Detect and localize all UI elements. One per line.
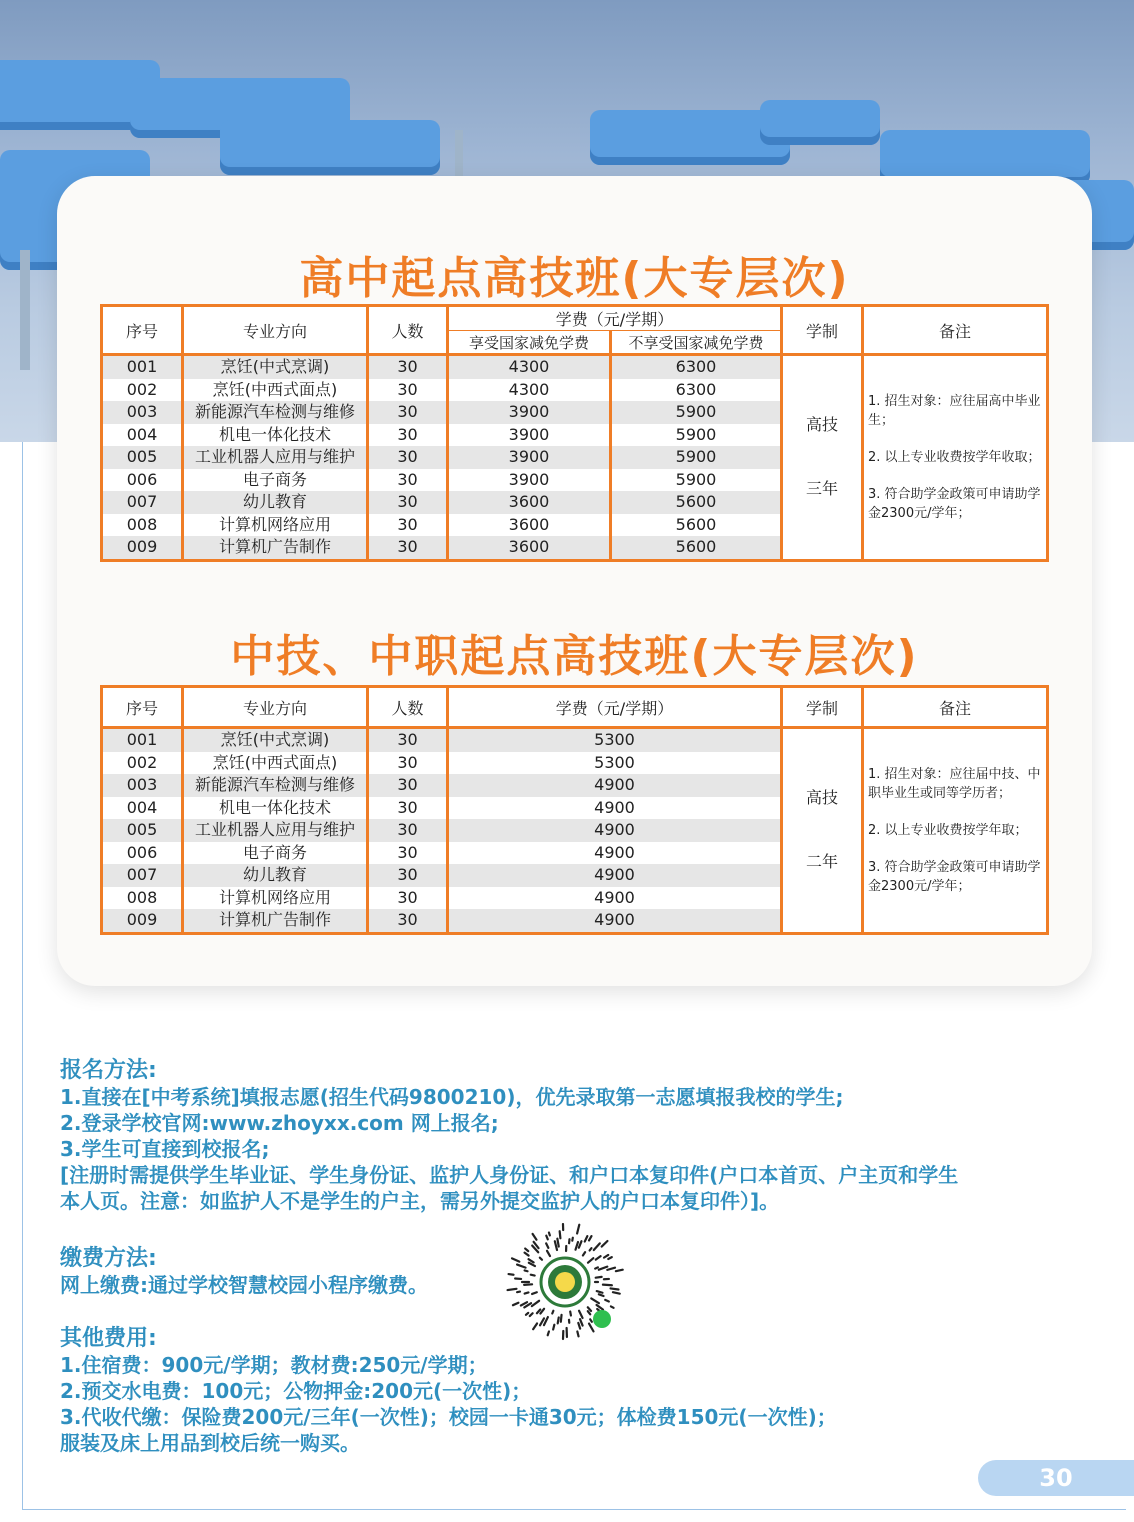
system-cell — [782, 355, 863, 561]
row-count: 30 — [368, 864, 448, 887]
row-no: 009 — [102, 536, 183, 560]
row-major: 烹饪(中式烹调) — [183, 355, 368, 379]
qr-dot — [591, 1298, 599, 1303]
row-fee-reduced: 3600 — [448, 491, 611, 514]
section2-title: 中技、中职起点高技班(大专层次) — [230, 631, 919, 682]
row-fee-full: 6300 — [611, 379, 782, 402]
row-fee-full: 5600 — [611, 514, 782, 537]
qr-dot — [561, 1315, 562, 1322]
row-no: 004 — [102, 797, 183, 820]
row-major: 计算机广告制作 — [183, 909, 368, 933]
row-fee-reduced: 3900 — [448, 401, 611, 424]
row-major: 计算机网络应用 — [183, 514, 368, 537]
qr-dot — [513, 1303, 518, 1305]
qr-dot — [616, 1270, 623, 1271]
qr-dot — [585, 1236, 588, 1241]
header-count: 人数 — [368, 687, 448, 728]
other-fees-section — [60, 1326, 837, 1456]
enroll-line: 2.登录学校官网:www.zhoyxx.com 网上报名; — [60, 1111, 499, 1135]
qr-dot — [607, 1268, 615, 1270]
row-major: 新能源汽车检测与维修 — [183, 401, 368, 424]
row-major: 工业机器人应用与维护 — [183, 819, 368, 842]
row-fee: 4900 — [448, 887, 782, 910]
payment-section — [60, 1246, 428, 1298]
qr-dot — [531, 1275, 535, 1276]
qr-dot — [588, 1258, 593, 1262]
qr-dot — [549, 1233, 550, 1236]
section2-table — [100, 685, 1049, 935]
qr-dot — [525, 1253, 529, 1256]
qr-dot — [596, 1256, 601, 1260]
notes-cell — [863, 355, 1048, 561]
qr-dot — [552, 1311, 553, 1314]
row-count: 30 — [368, 752, 448, 775]
row-no: 006 — [102, 842, 183, 865]
row-count: 30 — [368, 514, 448, 537]
qr-dot — [597, 1291, 603, 1293]
row-major: 新能源汽车检测与维修 — [183, 774, 368, 797]
row-count: 30 — [368, 909, 448, 933]
header-fee-reduced: 享受国家减免学费 — [448, 331, 611, 355]
row-major: 电子商务 — [183, 842, 368, 865]
note-item: 1. 招生对象：应往届高中毕业生； — [868, 393, 1041, 428]
row-major: 机电一体化技术 — [183, 797, 368, 820]
row-fee-full: 6300 — [611, 355, 782, 379]
qr-dot — [509, 1274, 514, 1275]
table-row — [102, 355, 1048, 379]
fee-card — [57, 176, 1092, 986]
row-no: 002 — [102, 379, 183, 402]
row-fee: 4900 — [448, 774, 782, 797]
row-no: 001 — [102, 728, 183, 752]
header-count: 人数 — [368, 306, 448, 355]
system-duration: 二年 — [805, 852, 838, 872]
system-level: 高技 — [805, 414, 838, 434]
row-major: 工业机器人应用与维护 — [183, 446, 368, 469]
qr-dot — [547, 1251, 550, 1256]
qr-dot — [583, 1252, 585, 1255]
row-major: 烹饪(中西式面点) — [183, 752, 368, 775]
qr-dot — [577, 1225, 579, 1234]
qr-dot — [602, 1241, 608, 1247]
enroll-section — [60, 1058, 958, 1214]
row-major: 电子商务 — [183, 469, 368, 492]
mini-program-qr-code[interactable] — [506, 1223, 624, 1341]
header-no: 序号 — [102, 687, 183, 728]
qr-dot — [595, 1267, 598, 1268]
row-fee: 4900 — [448, 909, 782, 933]
qr-dot — [521, 1302, 527, 1305]
qr-dot — [525, 1292, 529, 1293]
row-count: 30 — [368, 887, 448, 910]
row-no: 005 — [102, 819, 183, 842]
enroll-line: 3.学生可直接到校报名; — [60, 1137, 270, 1161]
qr-dot — [533, 1234, 537, 1240]
row-fee-full: 5900 — [611, 401, 782, 424]
header-fee-full: 不享受国家减免学费 — [611, 331, 782, 355]
section1-table — [100, 304, 1049, 562]
row-count: 30 — [368, 491, 448, 514]
qr-dot — [540, 1258, 542, 1260]
row-fee-full: 5900 — [611, 446, 782, 469]
qr-dot — [576, 1242, 578, 1250]
other-fees-line: 3.代收代缴：保险费200元/三年(一次性)；校园一卡通30元；体检费150元(一次性)； — [60, 1405, 837, 1429]
row-fee-full: 5900 — [611, 469, 782, 492]
row-no: 004 — [102, 424, 183, 447]
qr-dot — [599, 1294, 604, 1296]
row-count: 30 — [368, 469, 448, 492]
qr-dot — [588, 1311, 590, 1314]
row-no: 009 — [102, 909, 183, 933]
qr-dot — [572, 1238, 573, 1241]
note-item: 1. 招生对象：应往届中技、中职毕业生或同等学历者； — [868, 766, 1041, 801]
row-count: 30 — [368, 842, 448, 865]
row-count: 30 — [368, 401, 448, 424]
section1-title: 高中起点高技班(大专层次) — [299, 253, 850, 304]
qr-dot — [532, 1292, 537, 1294]
row-fee-full: 5600 — [611, 491, 782, 514]
payment-heading: 缴费方法: — [60, 1246, 157, 1271]
qr-dot — [508, 1289, 517, 1290]
row-fee: 4900 — [448, 797, 782, 820]
other-fees-line: 2.预交水电费：100元；公物押金:200元(一次性)； — [60, 1379, 532, 1403]
qr-dot — [611, 1306, 614, 1307]
row-fee: 5300 — [448, 728, 782, 752]
table-row — [102, 728, 1048, 752]
other-fees-line: 1.住宿费：900元/学期；教材费:250元/学期； — [60, 1353, 488, 1377]
qr-dot — [590, 1248, 592, 1250]
header-system: 学制 — [782, 306, 863, 355]
header-major: 专业方向 — [183, 306, 368, 355]
row-no: 002 — [102, 752, 183, 775]
row-count: 30 — [368, 379, 448, 402]
qr-dot — [517, 1265, 525, 1268]
header-fee: 学费（元/学期） — [448, 306, 782, 331]
header-fee: 学费（元/学期） — [448, 687, 782, 728]
header-notes: 备注 — [863, 687, 1048, 728]
qr-dot — [596, 1277, 602, 1278]
row-count: 30 — [368, 355, 448, 379]
qr-dot — [526, 1313, 528, 1315]
qr-dot — [603, 1285, 612, 1286]
system-duration: 三年 — [805, 479, 838, 499]
row-no: 008 — [102, 887, 183, 910]
qr-dot — [570, 1312, 571, 1316]
qr-dot — [611, 1288, 619, 1289]
row-fee-reduced: 3900 — [448, 446, 611, 469]
qr-dot — [558, 1317, 559, 1323]
qr-dot — [525, 1249, 528, 1252]
qr-dot — [608, 1257, 612, 1259]
row-count: 30 — [368, 797, 448, 820]
system-cell — [782, 728, 863, 934]
row-major: 烹饪(中西式面点) — [183, 379, 368, 402]
row-count: 30 — [368, 774, 448, 797]
qr-dot — [517, 1292, 520, 1293]
row-count: 30 — [368, 536, 448, 560]
note-item: 3. 符合助学金政策可申请助学金2300元/学年； — [868, 486, 1041, 521]
row-no: 003 — [102, 774, 183, 797]
other-fees-line: 服装及床上用品到校后统一购买。 — [60, 1431, 360, 1455]
notes-cell — [863, 728, 1048, 934]
qr-dot — [512, 1258, 519, 1261]
row-fee-reduced: 4300 — [448, 355, 611, 379]
enroll-line: 本人页。注意：如监护人不是学生的户主，需另外提交监护人的户口本复印件）]。 — [60, 1189, 780, 1213]
frame-line — [22, 1509, 1126, 1510]
payment-line: 网上缴费:通过学校智慧校园小程序缴费。 — [60, 1273, 428, 1297]
qr-dot — [613, 1292, 620, 1293]
qr-dot — [594, 1243, 600, 1250]
row-major: 幼儿教育 — [183, 864, 368, 887]
qr-dot — [580, 1319, 583, 1325]
row-fee: 4900 — [448, 864, 782, 887]
row-no: 007 — [102, 864, 183, 887]
row-fee: 5300 — [448, 752, 782, 775]
row-fee-reduced: 4300 — [448, 379, 611, 402]
qr-dot — [560, 1231, 561, 1238]
enroll-line: 1.直接在[中考系统]填报志愿(招生代码9800210)，优先录取第一志愿填报我校的学生; — [60, 1085, 844, 1109]
row-fee-reduced: 3600 — [448, 514, 611, 537]
row-fee-reduced: 3900 — [448, 424, 611, 447]
qr-dot — [546, 1236, 547, 1240]
qr-dot — [546, 1243, 548, 1247]
row-no: 001 — [102, 355, 183, 379]
row-count: 30 — [368, 424, 448, 447]
qr-dot — [579, 1241, 582, 1247]
other-fees-heading: 其他费用: — [60, 1326, 157, 1351]
row-fee-full: 5900 — [611, 424, 782, 447]
enroll-line: [注册时需提供学生毕业证、学生身份证、监护人身份证、和户口本复印件(户口本首页、户主页和学生 — [60, 1163, 959, 1187]
qr-dot — [589, 1236, 592, 1240]
row-major: 烹饪(中式烹调) — [183, 728, 368, 752]
row-fee-full: 5600 — [611, 536, 782, 560]
row-no: 007 — [102, 491, 183, 514]
qr-dot — [524, 1284, 532, 1285]
qr-dot — [599, 1267, 607, 1270]
system-level: 高技 — [805, 787, 838, 807]
row-major: 幼儿教育 — [183, 491, 368, 514]
row-fee: 4900 — [448, 819, 782, 842]
row-major: 机电一体化技术 — [183, 424, 368, 447]
qr-dot — [579, 1311, 583, 1318]
row-no: 003 — [102, 401, 183, 424]
qr-dot — [604, 1255, 608, 1258]
row-count: 30 — [368, 819, 448, 842]
page-number: 30 — [978, 1460, 1134, 1496]
qr-dot — [555, 1241, 557, 1250]
qr-dot — [590, 1319, 592, 1321]
row-major: 计算机网络应用 — [183, 887, 368, 910]
header-notes: 备注 — [863, 306, 1048, 355]
qr-dot — [605, 1300, 609, 1302]
qr-dot — [532, 1301, 539, 1306]
row-no: 006 — [102, 469, 183, 492]
qr-dot — [525, 1270, 528, 1271]
row-count: 30 — [368, 728, 448, 752]
note-item: 2. 以上专业收费按学年取； — [868, 822, 1028, 838]
row-count: 30 — [368, 446, 448, 469]
qr-dot — [530, 1313, 533, 1316]
enroll-heading: 报名方法: — [60, 1058, 157, 1083]
row-fee: 4900 — [448, 842, 782, 865]
row-no: 005 — [102, 446, 183, 469]
frame-line — [22, 442, 23, 1510]
header-system: 学制 — [782, 687, 863, 728]
header-no: 序号 — [102, 306, 183, 355]
row-no: 008 — [102, 514, 183, 537]
row-fee-reduced: 3600 — [448, 536, 611, 560]
row-major: 计算机广告制作 — [183, 536, 368, 560]
note-item: 2. 以上专业收费按学年收取； — [868, 449, 1041, 465]
note-item: 3. 符合助学金政策可申请助学金2300元/学年； — [868, 859, 1041, 894]
header-major: 专业方向 — [183, 687, 368, 728]
row-fee-reduced: 3900 — [448, 469, 611, 492]
qr-dot — [557, 1239, 558, 1247]
